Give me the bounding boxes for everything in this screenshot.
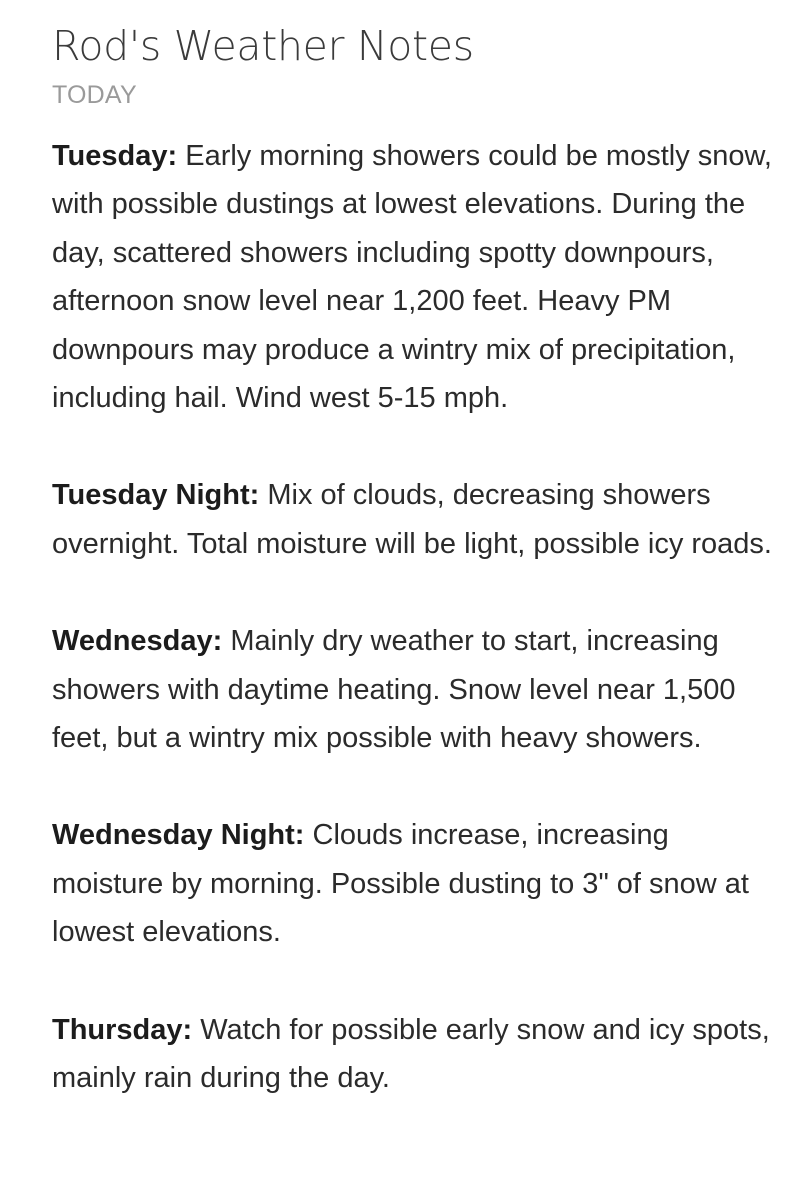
forecast-day-label: Thursday: [52, 1013, 193, 1046]
forecast-entry-wednesday [52, 617, 787, 762]
forecast-day-label: Tuesday: [52, 140, 178, 172]
note-page [52, 18, 787, 1152]
forecast-entry-wednesday-night [52, 811, 787, 956]
forecast-entry-tuesday [52, 132, 787, 422]
forecast-text: Early morning showers could be mostly snow, with possible dustings at lowest elevations. During the day, scattered showers including spotty downpours, afternoon snow level near 1,200 feet. Heavy PM downpours may produce a wintry mix of precipitation, including hail. Wind west 5-15 mph. [52, 140, 772, 415]
forecast-entry-tuesday-night [52, 471, 787, 568]
note-date-label: TODAY [52, 81, 137, 109]
forecast-day-label: Wednesday: [52, 625, 223, 658]
forecast-entry-thursday [52, 1006, 787, 1103]
forecast-entries [52, 132, 787, 1103]
forecast-day-label: Tuesday Night: [52, 479, 260, 512]
forecast-text: Watch for possible early snow and icy spots, mainly rain during the day. [52, 1013, 770, 1095]
forecast-text: Clouds increase, increasing moisture by morning. Possible dusting to 3" of snow at lowest elevations. [52, 819, 749, 949]
forecast-text: Mix of clouds, decreasing showers overnight. Total moisture will be light, possible icy roads. [52, 479, 772, 560]
forecast-text: Mainly dry weather to start, increasing showers with daytime heating. Snow level near 1,500 feet, but a wintry mix possible with heavy showers. [52, 625, 736, 755]
forecast-day-label: Wednesday Night: [52, 819, 305, 852]
note-title: Rod's Weather Notes [52, 22, 474, 70]
